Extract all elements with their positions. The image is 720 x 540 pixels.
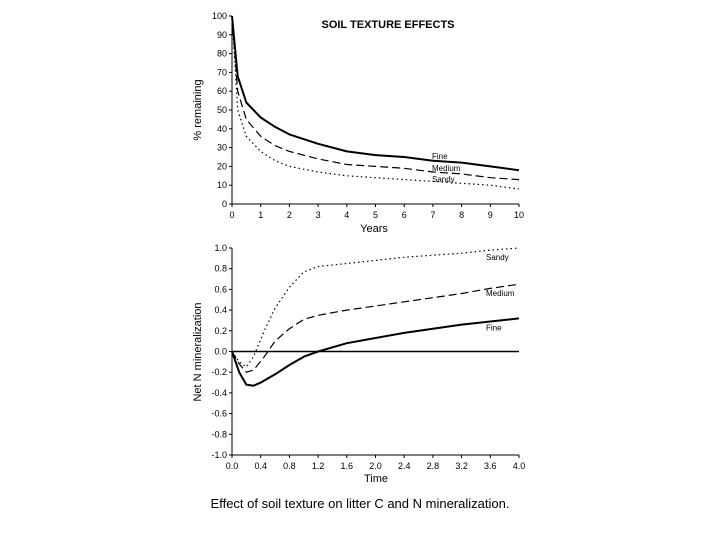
y-tick-label: 20 [216, 161, 227, 172]
y-tick-label: -0.2 [211, 367, 227, 378]
figure-caption: Effect of soil texture on litter C and N mineralization. [210, 496, 510, 511]
y-axis-label: Net N mineralization [192, 302, 204, 402]
series-label-sandy: Sandy [486, 253, 509, 262]
y-tick-label: -0.8 [211, 429, 227, 440]
y-tick-label: -0.6 [211, 408, 227, 419]
series-line-fine [232, 16, 519, 170]
y-tick-label: -1.0 [211, 450, 227, 460]
y-tick-label: -0.4 [211, 387, 227, 398]
y-tick-label: 100 [211, 11, 227, 21]
y-tick-label: 70 [216, 67, 227, 78]
x-tick-label: 0.8 [283, 461, 296, 471]
x-tick-label: 2 [286, 210, 292, 220]
y-tick-label: 40 [216, 123, 227, 134]
x-tick-label: 6 [401, 210, 407, 220]
y-axis-label: % remaining [192, 79, 204, 141]
x-tick-label: 4.0 [512, 461, 526, 471]
x-tick-label: 1 [258, 210, 264, 220]
y-tick-label: 30 [216, 142, 227, 153]
x-tick-label: 2.8 [426, 461, 440, 471]
x-tick-label: 0 [229, 210, 235, 220]
x-tick-label: 1.2 [311, 461, 325, 471]
series-label-sandy: Sandy [432, 175, 455, 184]
x-tick-label: 0.0 [225, 461, 239, 471]
series-line-medium [232, 284, 519, 372]
chart-title: SOIL TEXTURE EFFECTS [321, 19, 455, 31]
x-tick-label: 3.6 [484, 461, 497, 471]
y-tick-label: 0 [221, 199, 227, 209]
y-tick-label: 1.0 [214, 243, 227, 253]
x-tick-label: 3.2 [455, 461, 468, 471]
y-tick-label: 80 [216, 48, 227, 59]
y-tick-label: 0.2 [214, 325, 227, 336]
series-label-fine: Fine [432, 152, 448, 161]
series-line-sandy [232, 248, 519, 367]
x-tick-label: 7 [430, 210, 436, 220]
y-tick-label: 0.6 [214, 284, 227, 295]
y-tick-label: 0.8 [214, 263, 227, 274]
x-tick-label: 4 [344, 210, 350, 220]
soil-decay-chart [192, 11, 524, 235]
x-tick-label: 5 [372, 210, 379, 220]
x-tick-label: 2.0 [369, 461, 382, 471]
x-axis-label: Years [360, 223, 388, 235]
y-tick-label: 60 [216, 86, 227, 97]
x-tick-label: 10 [513, 210, 525, 220]
series-label-medium: Medium [432, 164, 461, 173]
net-n-mineralization-chart [192, 243, 525, 485]
y-tick-label: 50 [216, 105, 227, 115]
series-label-fine: Fine [486, 323, 502, 333]
y-tick-label: 90 [216, 29, 227, 40]
x-tick-label: 3 [315, 210, 321, 220]
y-tick-label: 0.0 [214, 346, 227, 357]
series-line-sandy [232, 16, 519, 189]
x-tick-label: 8 [459, 210, 465, 220]
x-tick-label: 2.4 [397, 461, 411, 471]
y-tick-label: 10 [216, 180, 227, 191]
x-tick-label: 1.6 [340, 461, 354, 471]
x-tick-label: 9 [487, 210, 493, 220]
x-tick-label: 0.4 [254, 461, 267, 471]
x-axis-label: Time [363, 473, 389, 485]
y-tick-label: 0.4 [214, 305, 227, 316]
series-label-medium: Medium [486, 289, 515, 299]
